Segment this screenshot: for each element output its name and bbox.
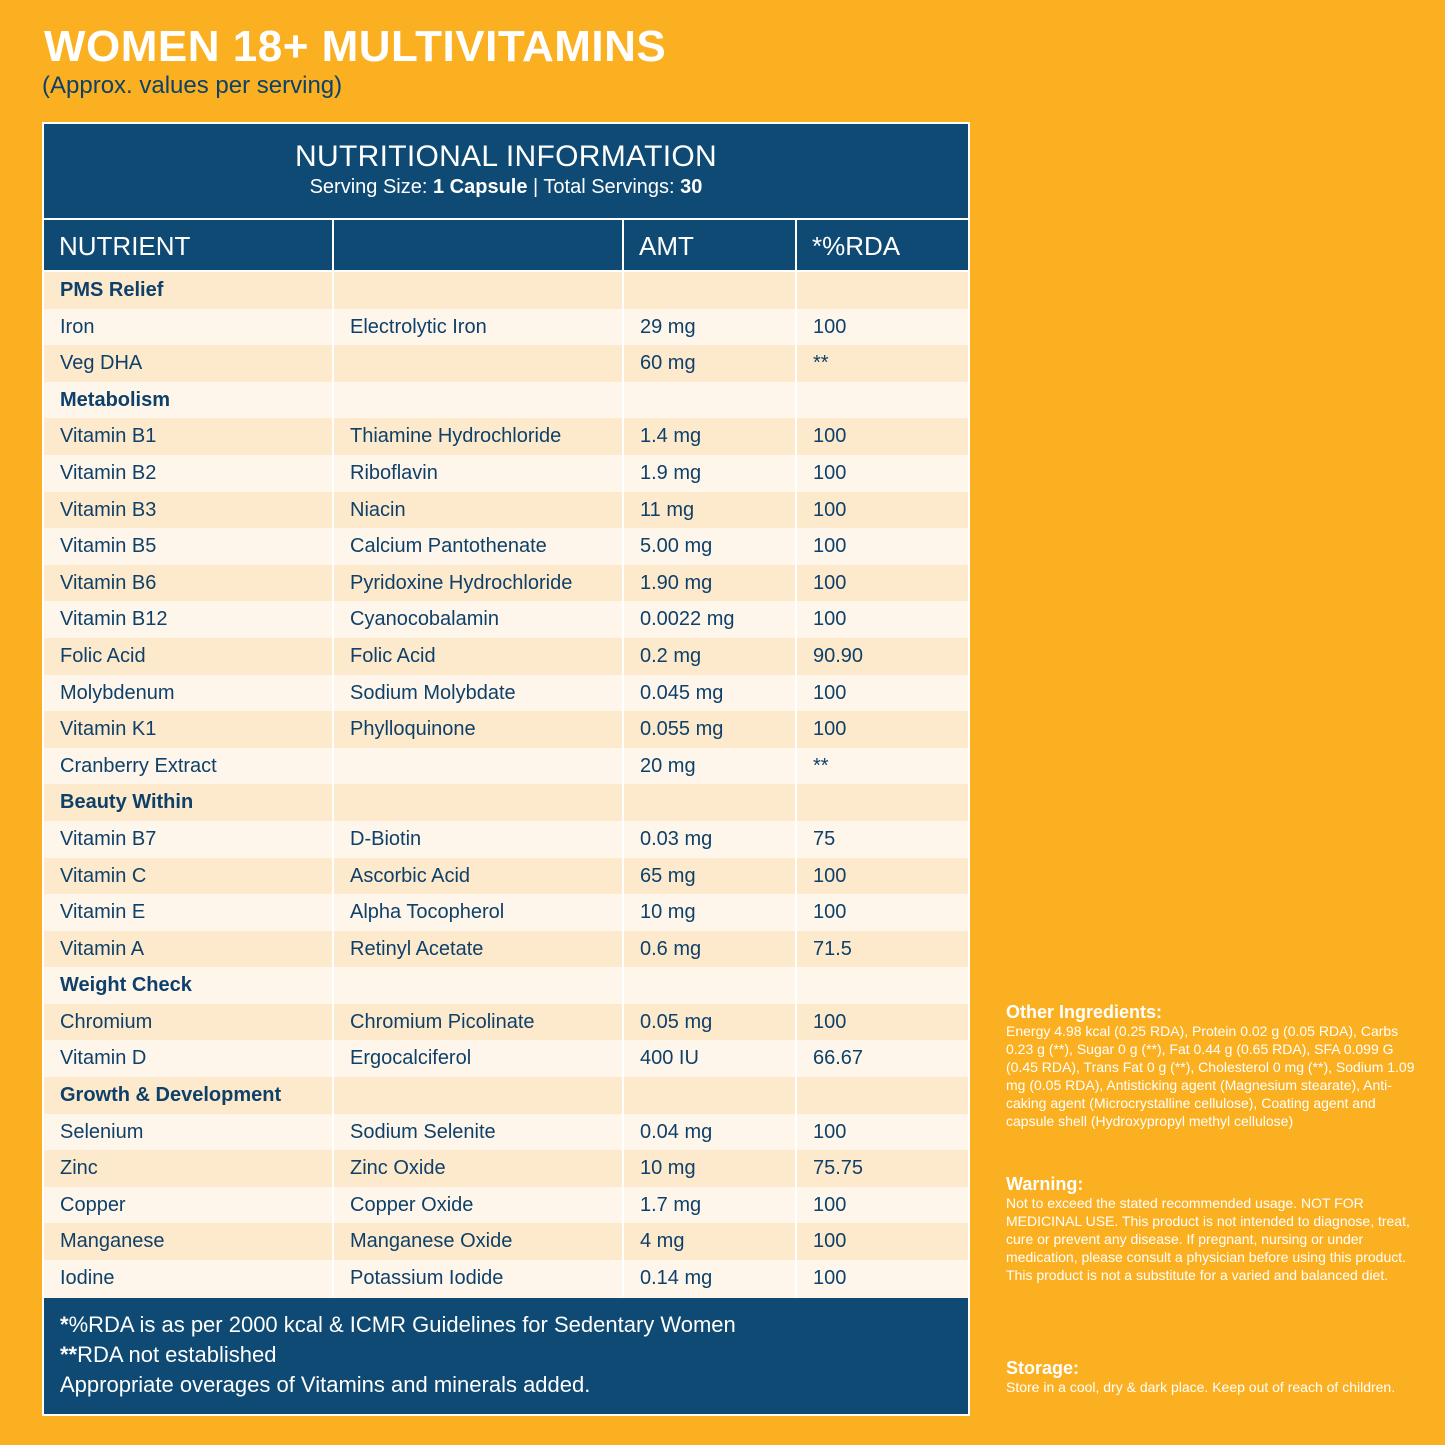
amount-cell: 0.2 mg <box>624 638 797 675</box>
nutrient-cell: Veg DHA <box>44 345 334 382</box>
amount-cell: 0.055 mg <box>624 711 797 748</box>
source-cell: Sodium Selenite <box>334 1114 624 1151</box>
nutrition-title: NUTRITIONAL INFORMATION <box>295 140 717 173</box>
amount-cell: 0.04 mg <box>624 1114 797 1151</box>
rda-cell: 100 <box>813 901 847 924</box>
amount-cell: 20 mg <box>624 748 797 785</box>
amount-cell: 1.4 mg <box>624 418 797 455</box>
table-row <box>44 565 968 602</box>
table-row <box>44 309 968 346</box>
amount-cell <box>624 967 797 1004</box>
serving-info <box>44 176 968 199</box>
column-header-amount: AMT <box>624 220 797 270</box>
warning-section <box>1006 1174 1416 1284</box>
section-row <box>44 784 968 821</box>
table-row <box>44 675 968 712</box>
table-row <box>44 418 968 455</box>
amount-cell: 0.6 mg <box>624 931 797 968</box>
section-row <box>44 1077 968 1114</box>
rda-cell: 71.5 <box>813 937 852 960</box>
nutrient-table-body <box>44 272 968 1297</box>
nutrient-cell: Folic Acid <box>44 638 334 675</box>
table-row <box>44 931 968 968</box>
rda-cell <box>797 784 968 821</box>
nutrient-cell: Vitamin B12 <box>44 601 334 638</box>
total-servings-value: 30 <box>680 176 703 198</box>
nutrient-cell: Vitamin B1 <box>44 418 334 455</box>
table-row <box>44 1004 968 1041</box>
nutrient-cell: Vitamin D <box>44 1040 334 1077</box>
source-cell: Thiamine Hydrochloride <box>334 418 624 455</box>
nutrient-cell: Copper <box>44 1187 334 1224</box>
rda-cell: 100 <box>813 425 847 448</box>
nutrient-cell: Cranberry Extract <box>44 748 334 785</box>
rda-cell: 100 <box>813 864 847 887</box>
nutrient-cell: Selenium <box>44 1114 334 1151</box>
rda-cell: 100 <box>813 498 847 521</box>
table-row <box>44 894 968 931</box>
warning-heading: Warning: <box>1006 1174 1084 1194</box>
nutrient-cell: Beauty Within <box>44 784 334 821</box>
section-row <box>44 382 968 419</box>
rda-cell <box>797 272 968 309</box>
nutrient-cell: Vitamin B2 <box>44 455 334 492</box>
table-row <box>44 528 968 565</box>
source-cell <box>334 345 624 382</box>
amount-cell: 11 mg <box>624 492 797 529</box>
table-row <box>44 455 968 492</box>
table-row <box>44 1187 968 1224</box>
serving-size-value: 1 Capsule <box>432 176 528 198</box>
source-cell <box>334 272 624 309</box>
table-row <box>44 711 968 748</box>
nutrient-cell: Vitamin B5 <box>44 528 334 565</box>
nutrient-cell: Weight Check <box>44 967 334 1004</box>
nutrient-cell: Zinc <box>44 1150 334 1187</box>
footnote-overages: Appropriate overages of Vitamins and minerals added. <box>60 1372 591 1397</box>
nutrient-cell: Iodine <box>44 1260 334 1297</box>
amount-cell <box>624 272 797 309</box>
source-cell: Ascorbic Acid <box>334 858 624 895</box>
rda-cell <box>797 1077 968 1114</box>
rda-cell: ** <box>813 352 829 375</box>
amount-cell: 0.0022 mg <box>624 601 797 638</box>
source-cell: Calcium Pantothenate <box>334 528 624 565</box>
rda-cell: 100 <box>813 1193 847 1216</box>
other-ingredients-heading: Other Ingredients: <box>1006 1002 1163 1022</box>
section-row <box>44 967 968 1004</box>
source-cell <box>334 967 624 1004</box>
amount-cell: 0.14 mg <box>624 1260 797 1297</box>
rda-cell <box>797 382 968 419</box>
nutrient-cell: Vitamin B3 <box>44 492 334 529</box>
source-cell: Niacin <box>334 492 624 529</box>
footnote-not-established <box>60 1340 952 1370</box>
rda-cell <box>797 967 968 1004</box>
column-headers <box>44 220 968 272</box>
source-cell <box>334 784 624 821</box>
warning-text: Not to exceed the stated recommended usage. NOT FOR MEDICINAL USE. This product is not intended to diagnose, treat, cure or prevent any disease. If pregnant, nursing or under medication, please consult a physician before using this product. This product is not a substitute for a varied and balanced diet. <box>1006 1195 1410 1283</box>
amount-cell: 5.00 mg <box>624 528 797 565</box>
rda-cell: 100 <box>813 461 847 484</box>
rda-cell: 100 <box>813 1010 847 1033</box>
nutrient-cell: Growth & Development <box>44 1077 334 1114</box>
rda-cell: 75.75 <box>813 1157 864 1180</box>
rda-cell: 100 <box>813 718 847 741</box>
rda-cell: 100 <box>813 1230 847 1253</box>
rda-cell: 66.67 <box>813 1047 864 1070</box>
source-cell <box>334 1077 624 1114</box>
nutrition-panel-header <box>44 124 968 220</box>
nutrition-panel <box>42 122 970 1416</box>
footnote-rda-text: %RDA is as per 2000 kcal & ICMR Guidelines for Sedentary Women <box>68 1312 736 1337</box>
source-cell: Ergocalciferol <box>334 1040 624 1077</box>
footnote-rda <box>60 1310 952 1340</box>
rda-cell: 100 <box>813 608 847 631</box>
total-servings-label: | Total Servings: <box>527 176 681 198</box>
amount-cell: 65 mg <box>624 858 797 895</box>
table-row <box>44 492 968 529</box>
storage-section <box>1006 1358 1416 1396</box>
storage-heading: Storage: <box>1006 1358 1080 1378</box>
rda-cell: 75 <box>813 827 836 850</box>
rda-cell: 90.90 <box>813 644 864 667</box>
serving-size-label: Serving Size: <box>309 176 433 198</box>
page-subtitle: (Approx. values per serving) <box>42 72 343 99</box>
amount-cell: 0.045 mg <box>624 675 797 712</box>
amount-cell: 4 mg <box>624 1223 797 1260</box>
amount-cell: 1.9 mg <box>624 455 797 492</box>
source-cell <box>334 748 624 785</box>
column-header-nutrient: NUTRIENT <box>44 220 334 270</box>
source-cell: Riboflavin <box>334 455 624 492</box>
amount-cell: 1.7 mg <box>624 1187 797 1224</box>
nutrient-cell: Vitamin B6 <box>44 565 334 602</box>
footnote-rda-mark: * <box>60 1312 69 1337</box>
nutrient-cell: Molybdenum <box>44 675 334 712</box>
rda-cell: 100 <box>813 681 847 704</box>
source-cell <box>334 382 624 419</box>
amount-cell: 10 mg <box>624 1150 797 1187</box>
other-ingredients <box>1006 1002 1416 1130</box>
nutrient-cell: PMS Relief <box>44 272 334 309</box>
source-cell: Retinyl Acetate <box>334 931 624 968</box>
nutrient-cell: Vitamin E <box>44 894 334 931</box>
source-cell: Potassium Iodide <box>334 1260 624 1297</box>
page-title: WOMEN 18+ MULTIVITAMINS <box>44 22 667 71</box>
source-cell: Cyanocobalamin <box>334 601 624 638</box>
source-cell: Manganese Oxide <box>334 1223 624 1260</box>
footnote-not-established-text: RDA not established <box>77 1342 277 1367</box>
source-cell: Zinc Oxide <box>334 1150 624 1187</box>
nutrient-cell: Vitamin A <box>44 931 334 968</box>
column-header-source <box>334 220 624 270</box>
source-cell: Alpha Tocopherol <box>334 894 624 931</box>
table-row <box>44 1150 968 1187</box>
rda-cell: 100 <box>813 571 847 594</box>
amount-cell <box>624 784 797 821</box>
rda-cell: 100 <box>813 315 847 338</box>
table-row <box>44 1114 968 1151</box>
amount-cell: 60 mg <box>624 345 797 382</box>
amount-cell <box>624 1077 797 1114</box>
rda-cell: 100 <box>813 1267 847 1290</box>
table-row <box>44 638 968 675</box>
amount-cell: 29 mg <box>624 309 797 346</box>
nutrient-cell: Vitamin B7 <box>44 821 334 858</box>
nutrient-cell: Vitamin C <box>44 858 334 895</box>
nutrient-cell: Metabolism <box>44 382 334 419</box>
source-cell: D-Biotin <box>334 821 624 858</box>
source-cell: Folic Acid <box>334 638 624 675</box>
nutrient-cell: Manganese <box>44 1223 334 1260</box>
footnote-not-established-mark: ** <box>60 1342 78 1367</box>
storage-text: Store in a cool, dry & dark place. Keep out of reach of children. <box>1006 1379 1396 1395</box>
table-row <box>44 858 968 895</box>
source-cell: Pyridoxine Hydrochloride <box>334 565 624 602</box>
source-cell: Phylloquinone <box>334 711 624 748</box>
nutrient-cell: Chromium <box>44 1004 334 1041</box>
amount-cell: 10 mg <box>624 894 797 931</box>
column-header-rda: *%RDA <box>812 231 901 261</box>
nutrient-cell: Iron <box>44 309 334 346</box>
section-row <box>44 272 968 309</box>
rda-cell: 100 <box>813 1120 847 1143</box>
table-row <box>44 601 968 638</box>
source-cell: Sodium Molybdate <box>334 675 624 712</box>
table-row <box>44 821 968 858</box>
rda-cell: ** <box>813 754 829 777</box>
source-cell: Electrolytic Iron <box>334 309 624 346</box>
rda-cell: 100 <box>813 535 847 558</box>
table-row <box>44 1260 968 1297</box>
amount-cell: 1.90 mg <box>624 565 797 602</box>
nutrient-cell: Vitamin K1 <box>44 711 334 748</box>
amount-cell: 0.03 mg <box>624 821 797 858</box>
table-row <box>44 1040 968 1077</box>
table-row <box>44 1223 968 1260</box>
source-cell: Copper Oxide <box>334 1187 624 1224</box>
amount-cell: 0.05 mg <box>624 1004 797 1041</box>
other-ingredients-text: Energy 4.98 kcal (0.25 RDA), Protein 0.02 g (0.05 RDA), Carbs 0.23 g (**), Sugar 0 g (**), Fat 0.44 g (0.65 RDA), SFA 0.099 G (0.45 RDA), Trans Fat 0 g (**), Cholesterol 0 mg (**), Sodium 1.09 mg (0.05 RDA), Antisticking agent (Magnesium stearate), Anti-caking agent (Microcrystalline cellulose), Coating agent and capsule shell (Hydroxypropyl methyl cellulose) <box>1006 1023 1415 1129</box>
source-cell: Chromium Picolinate <box>334 1004 624 1041</box>
nutrition-footnotes <box>44 1298 968 1414</box>
amount-cell <box>624 382 797 419</box>
amount-cell: 400 IU <box>624 1040 797 1077</box>
table-row <box>44 345 968 382</box>
table-row <box>44 748 968 785</box>
